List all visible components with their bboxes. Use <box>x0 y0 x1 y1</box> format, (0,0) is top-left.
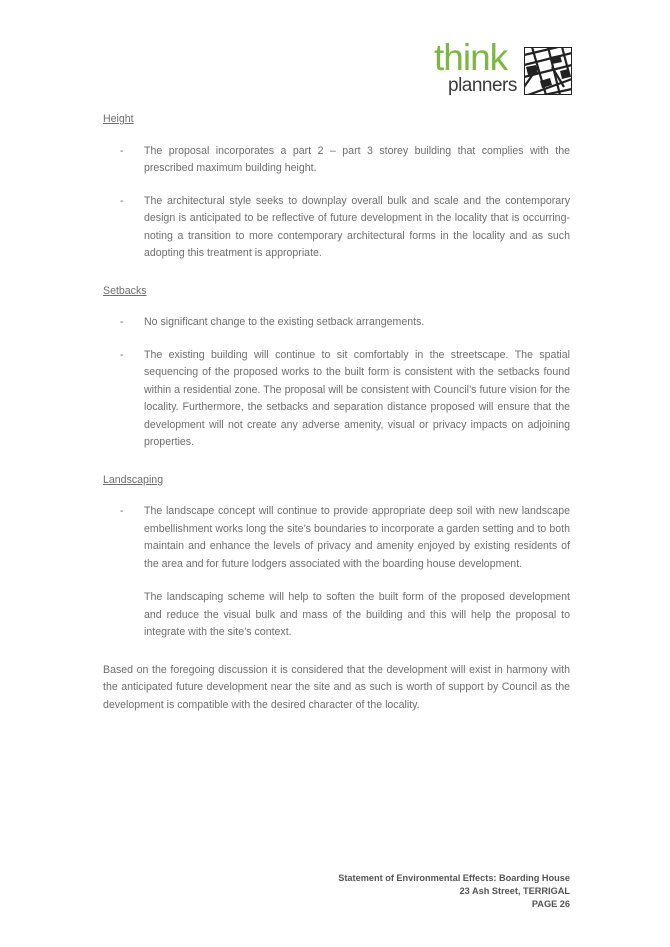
logo-word-think: think <box>434 37 508 78</box>
conclusion-paragraph: Based on the foregoing discussion it is considered that the development will exist in harmony with the anticipated future development near the site and as such is worth of support by Council as the development is compatible with the desired character of the locality. <box>103 663 570 711</box>
section-landscaping <box>103 472 570 642</box>
item-paragraph: The landscaping scheme will help to soften the built form of the proposed development and reduce the visual bulk and mass of the building and this will help the proposal to integrate with the site’s context. <box>144 591 570 638</box>
list-item <box>103 347 570 452</box>
item-paragraph: The existing building will continue to sit comfortably in the streetscape. The spatial sequencing of the proposed works to the built form is consistent with the setbacks found within a residential zone. The proposal will be consistent with Council’s future vision for the locality. Furthermore, the setbacks and separation distance proposed will ensure that the development will not create any adverse amenity, visual or privacy impacts on adjoining properties. <box>144 348 570 448</box>
section-height <box>103 111 570 263</box>
item-paragraph: The proposal incorporates a part 2 – part 3 storey building that complies with the prescribed maximum building height. <box>144 144 570 174</box>
item-paragraph: The landscape concept will continue to provide appropriate deep soil with new landscape embellishment works long the site’s boundaries to incorporate a garden setting and to both maintain and enhance the levels of privacy and amenity enjoyed by existing residents of the area and for future lodgers associated with the boarding house development. <box>144 505 570 570</box>
bullet-dash: - <box>120 144 124 157</box>
brand-logo <box>434 37 570 97</box>
bullet-dash: - <box>120 194 124 207</box>
section-heading: Setbacks <box>103 284 147 297</box>
logo-word-planners: planners <box>448 75 517 96</box>
section-heading: Height <box>103 113 134 125</box>
list-item <box>103 314 570 332</box>
page-footer <box>338 872 570 911</box>
list-item <box>103 503 570 642</box>
section-heading: Landscaping <box>103 473 164 486</box>
footer-address: 23 Ash Street, TERRIGAL <box>459 886 570 896</box>
bullet-dash: - <box>120 348 124 361</box>
list-item <box>103 193 570 263</box>
item-paragraph: The architectural style seeks to downplay overall bulk and scale and the contemporary design is anticipated to be reflective of future development in the locality that is occurring- noting a transition to more contemporary architectural forms in the locality and as such adopting this treatment is appropriate. <box>144 194 570 259</box>
footer-page-number: PAGE 26 <box>531 899 570 909</box>
footer-document-title: Statement of Environmental Effects: Boarding House <box>338 873 570 883</box>
list-item <box>103 143 570 178</box>
item-paragraph: No significant change to the existing setback arrangements. <box>144 316 425 328</box>
bullet-dash: - <box>120 505 124 517</box>
section-setbacks <box>103 283 570 452</box>
document-body <box>103 111 570 714</box>
bullet-dash: - <box>120 316 124 328</box>
map-grid-icon <box>524 47 572 95</box>
